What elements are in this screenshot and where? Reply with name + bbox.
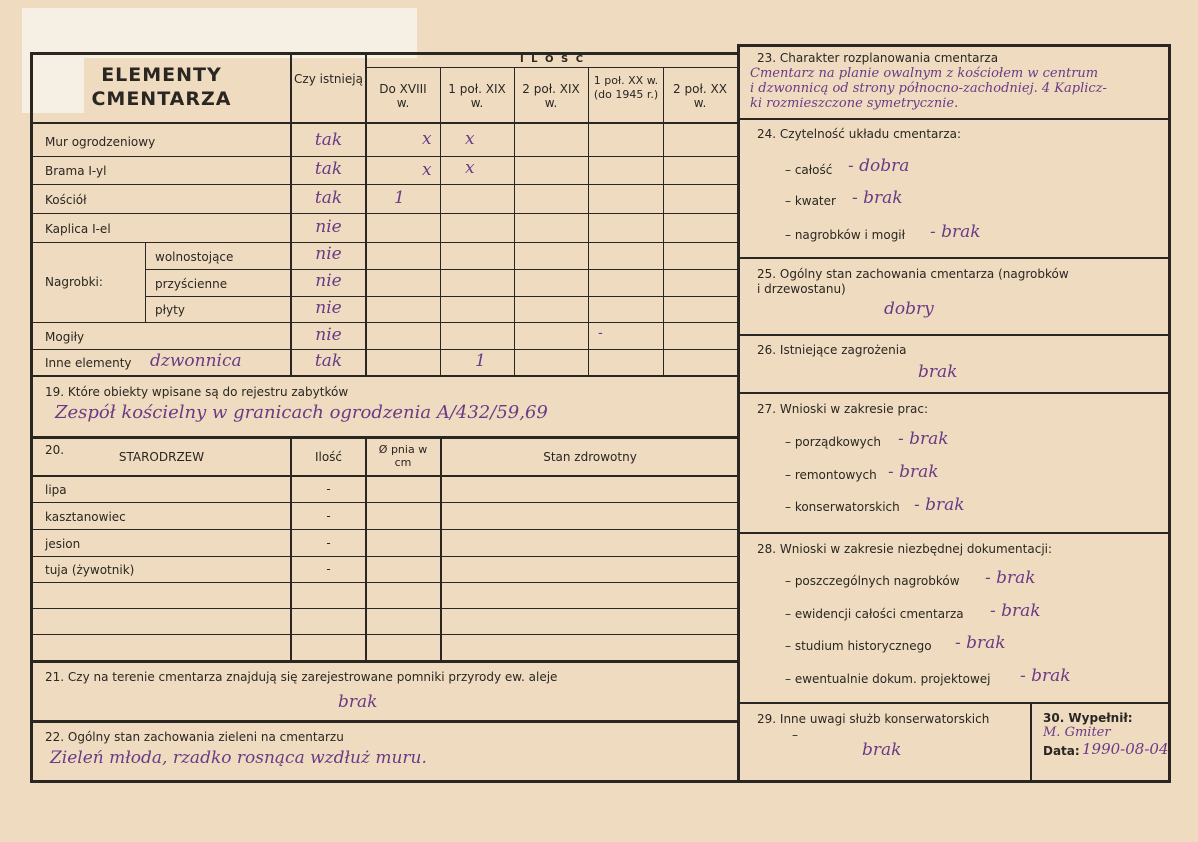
period-mark: 1 [394,188,405,208]
q23-answer-line: ki rozmieszczone symetrycznie. [750,96,959,111]
quantity-header: I L O Ś Ć [519,54,586,65]
tree-qty: - [326,562,331,576]
period-header: 2 poł. XIX w. [522,82,580,110]
element-label: Mogiły [45,330,85,344]
q29-dash: – [792,728,798,742]
exists-value: nie [315,244,342,264]
q24-label: 24. Czytelność układu cmentarza: [757,127,962,141]
q25-answer: dobry [884,299,934,319]
element-label: Kościół [45,193,87,207]
exists-value: tak [314,188,343,208]
tree-name: jesion [45,537,81,551]
q27-item-value: - brak [914,495,965,515]
exists-value: nie [315,217,342,237]
period-mark: x [422,160,432,180]
element-label: Brama I-yl [45,164,107,178]
q28-item-label: – ewidencji całości cmentarza [785,607,964,621]
q24-item-value: - brak [930,222,981,242]
exists-value: nie [315,298,342,318]
tree-qty: - [326,482,331,496]
period-mark: x [422,129,432,149]
form-title: ELEMENTY CMENTARZA [91,64,232,110]
tree-qty-header: Ilość [314,450,343,464]
q26-answer: brak [918,362,958,382]
q28-item-label: – ewentualnie dokum. projektowej [785,672,991,686]
q28-item-value: - brak [955,633,1006,653]
tree-name: kasztanowiec [45,510,126,524]
element-label: wolnostojące [155,250,234,264]
period-mark: 1 [475,351,486,371]
q29-answer: brak [862,740,902,760]
q24-item-value: - dobra [848,156,910,176]
tree-name: tuja (żywotnik) [45,563,135,577]
tree-qty: - [326,509,331,523]
period-mark: x [465,129,475,149]
q19-label: 19. Które obiekty wpisane są do rejestru zabytków [45,385,349,399]
element-label: przyścienne [155,277,228,291]
period-header: Do XVIII w. [379,82,427,110]
exists-value: tak [314,351,343,371]
q22-answer: Zieleń młoda, rzadko rosnąca wzdłuż muru. [50,748,427,768]
tree-health-header: Stan zdrowotny [543,450,637,464]
q21-label: 21. Czy na terenie cmentarza znajdują się zarejestrowane pomniki przyrody ew. aleje [45,670,558,684]
exists-value: tak [314,159,343,179]
q24-item-label: – kwater [785,194,836,208]
q19-answer: Zespół kościelny w granicach ogrodzenia A/432/59,69 [55,402,548,423]
exists-value: nie [315,271,342,291]
period-header: 1 poł. XIX w. [448,82,506,110]
other-element-value: dzwonnica [150,351,242,371]
tree-diameter-header: Ø pnia w cm [378,443,428,469]
q30-name: M. Gmiter [1043,725,1111,740]
element-label: płyty [155,303,185,317]
q30-label: 30. Wypełnił: [1043,711,1133,725]
q28-item-value: - brak [990,601,1041,621]
q29-label: 29. Inne uwagi służb konserwatorskich [757,712,990,726]
q23-answer-line: i dzwonnicą od strony północno-zachodniej. 4 Kaplicz- [750,81,1107,96]
exists-value: nie [315,325,342,345]
q27-item-label: – konserwatorskich [785,500,900,514]
q24-item-value: - brak [852,188,903,208]
q27-item-value: - brak [888,462,939,482]
period-header: 2 poł. XX w. [673,82,727,110]
trees-title: STARODRZEW [118,450,205,464]
q28-item-value: - brak [985,568,1036,588]
q23-answer-line: Cmentarz na planie owalnym z kościołem w centrum [750,66,1099,81]
q28-item-label: – studium historycznego [785,639,932,653]
q27-label: 27. Wnioski w zakresie prac: [757,402,929,416]
q27-item-label: – remontowych [785,468,877,482]
q25-label-line2: i drzewostanu) [757,282,846,296]
q28-item-value: - brak [1020,666,1071,686]
nagrobki-label: Nagrobki: [45,275,103,289]
q27-item-value: - brak [898,429,949,449]
q28-label: 28. Wnioski w zakresie niezbędnej dokumentacji: [757,542,1053,556]
q25-label: 25. Ogólny stan zachowania cmentarza (nagrobków [757,267,1069,281]
q27-item-label: – porządkowych [785,435,881,449]
exists-value: tak [314,130,343,150]
q30-date-label: Data: [1043,744,1080,758]
q23-label: 23. Charakter rozplanowania cmentarza [757,51,999,65]
q20-number: 20. [45,443,65,457]
q24-item-label: – nagrobków i mogił [785,228,906,242]
tree-qty: - [326,536,331,550]
element-label: Inne elementy [45,356,132,370]
tree-name: lipa [45,483,67,497]
q26-label: 26. Istniejące zagrożenia [757,343,907,357]
period-mark: - [598,325,603,341]
element-label: Mur ogrodzeniowy [45,135,156,149]
q30-date: 1990-08-04 [1082,740,1169,758]
q24-item-label: – całość [785,163,833,177]
period-header: 1 poł. XX w. (do 1945 r.) [593,74,659,101]
tape-patch [22,8,417,58]
q21-answer: brak [338,692,378,712]
q22-label: 22. Ogólny stan zachowania zieleni na cmentarzu [45,730,344,744]
exists-column-header: Czy istnieją [294,72,363,86]
q28-item-label: – poszczególnych nagrobków [785,574,960,588]
period-mark: x [465,158,475,178]
element-label: Kaplica I-el [45,222,111,236]
